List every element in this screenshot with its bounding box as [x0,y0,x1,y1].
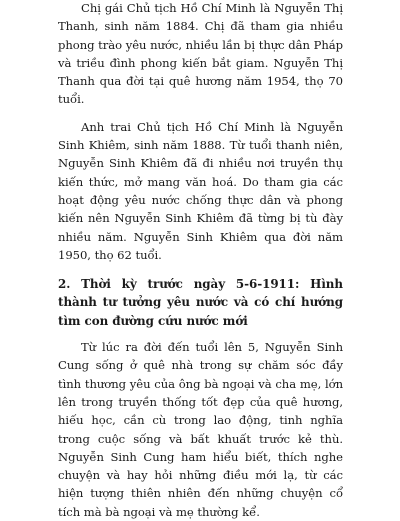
paragraph-childhood: Từ lúc ra đời đến tuổi lên 5, Nguyễn Sinh Cung sống ở quê nhà trong sự chăm sóc đầy tình thương yêu của ông bà ngoại và cha mẹ, lớn lên trong truyền thống tốt đẹp của quê hương, hiếu học, cần cù trong lao động, tinh nghĩa trong cuộc sống và bất khuất trước kẻ thù. Nguyễn Sinh Cung ham hiểu biết, thích nghe chuyện và hay hỏi những điều mới lạ, từ các hiện tượng thiên nhiên đến những chuyện cổ tích mà bà ngoại và mẹ thường kể. [58,340,343,519]
paragraph-sister: Chị gái Chủ tịch Hồ Chí Minh là Nguyễn Thị Thanh, sinh năm 1884. Chị đã tham gia nhiều phong trào yêu nước, nhiều lần bị thực dân Pháp và triều đình phong kiến bắt giam. Nguyễn Thị Thanh qua đời tại quê hương năm 1954, thọ 70 tuổi. [58,1,343,107]
section-heading: 2. Thời kỳ trước ngày 5-6-1911: Hình thành tư tưởng yêu nước và có chí hướng tìm con đường cứu nước mới [58,277,343,328]
paragraph-brother: Anh trai Chủ tịch Hồ Chí Minh là Nguyễn Sinh Khiêm, sinh năm 1888. Từ tuổi thanh niên, Nguyễn Sinh Khiêm đã đi nhiều nơi truyền thụ kiến thức, mở mang văn hoá. Do tham gia các hoạt động yêu nước chống thực dân và phong kiến nên Nguyễn Sinh Khiêm đã từng bị tù đày nhiều năm. Nguyễn Sinh Khiêm qua đời năm 1950, thọ 62 tuổi. [58,119,343,262]
